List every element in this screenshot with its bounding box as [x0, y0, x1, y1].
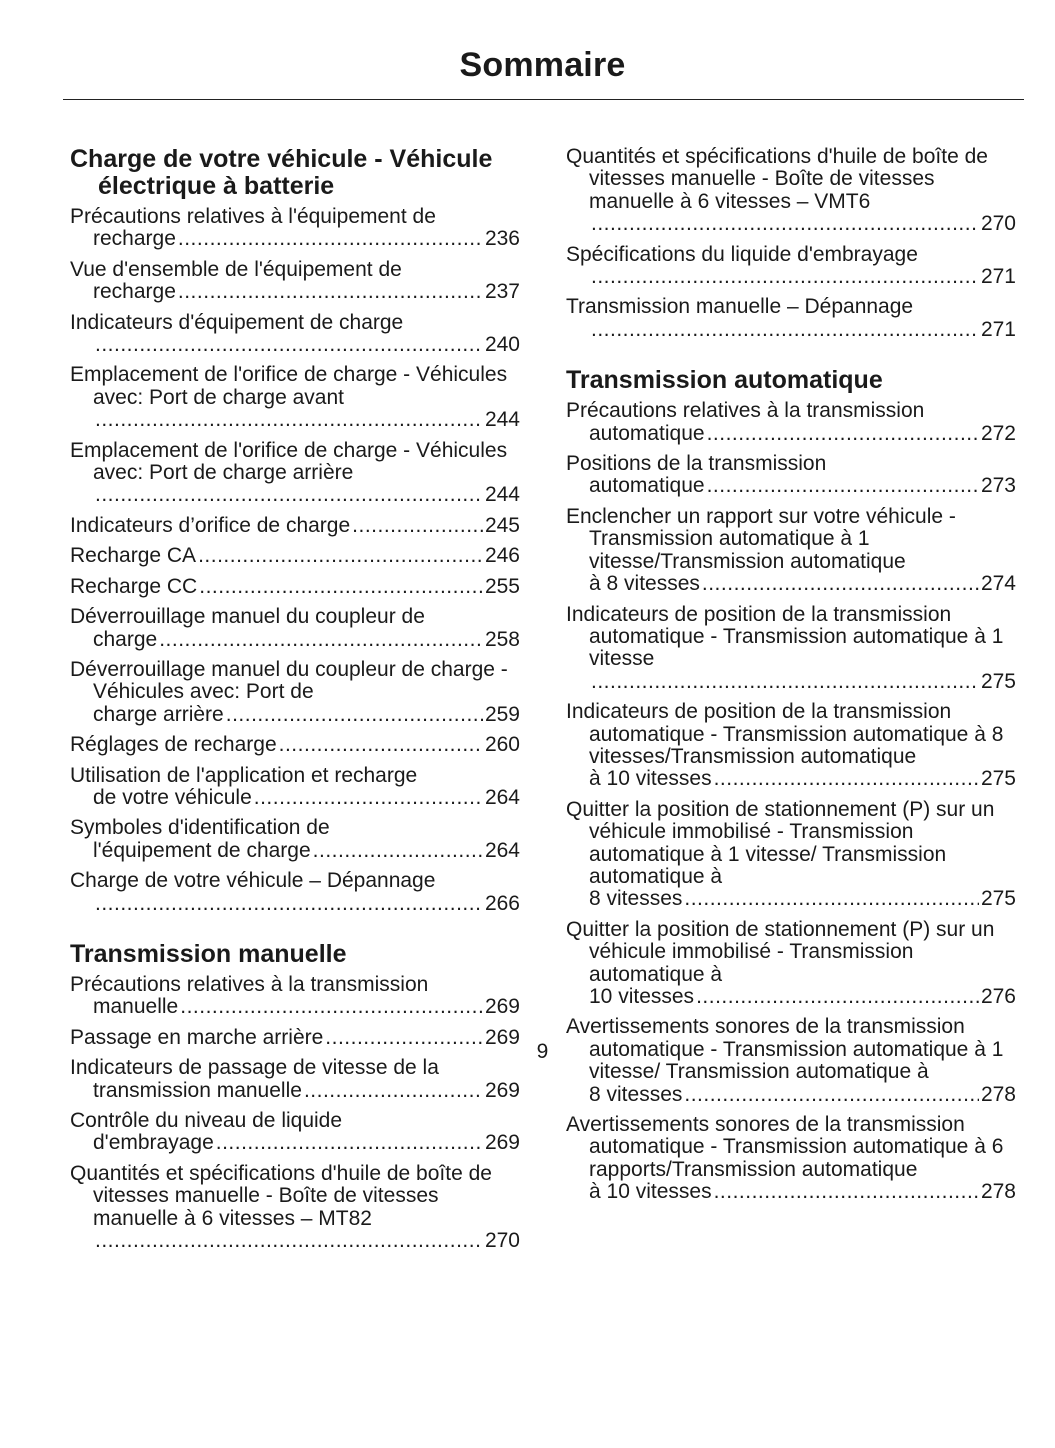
- dot-leader: [178, 228, 483, 250]
- dot-leader: [591, 213, 979, 235]
- toc-entry[interactable]: [70, 817, 520, 862]
- toc-entry-leader-line: [70, 840, 520, 862]
- toc-entry-title-end: Recharge CC: [70, 574, 198, 598]
- toc-entry[interactable]: [70, 1163, 520, 1253]
- dot-leader: [159, 629, 483, 651]
- dot-leader: [198, 545, 483, 567]
- toc-entry[interactable]: [566, 919, 1016, 1009]
- dot-leader: [684, 888, 979, 910]
- toc-entry-leader-line: [566, 213, 1016, 235]
- toc-entry-title: Positions de la transmission: [566, 452, 827, 476]
- toc-entry-title: Charge de votre véhicule – Dépannage: [70, 869, 436, 893]
- dot-leader: [254, 787, 483, 809]
- toc-entry-title: Précautions relatives à la transmission: [70, 972, 429, 996]
- toc-entry-leader-line: [70, 334, 520, 356]
- toc-entry-leader-line: [70, 281, 520, 303]
- toc-entry[interactable]: [70, 606, 520, 651]
- toc-entry[interactable]: [70, 206, 520, 251]
- toc-entry-title: Indicateurs de position de la transmission automatique - Transmission automatique à 8 vitesses/Transmission automatique: [566, 700, 1004, 768]
- dot-leader: [591, 319, 979, 341]
- toc-entry-title-end: recharge: [93, 280, 176, 304]
- dot-leader: [95, 484, 483, 506]
- toc-entry-leader-line: [566, 986, 1016, 1008]
- toc-list-manual-continued: [566, 146, 1016, 341]
- toc-entry-leader-line: [566, 475, 1016, 497]
- toc-entry-title-end: recharge: [93, 227, 176, 251]
- toc-entry-title: Utilisation de l'application et recharge: [70, 763, 418, 787]
- dot-leader: [707, 475, 979, 497]
- page-title: Sommaire: [459, 46, 626, 84]
- section-title-automatic-transmission: Transmission automatique: [566, 366, 883, 395]
- toc-entry-title: Symboles d'identification de: [70, 816, 330, 840]
- toc-list-manual-transmission: [70, 974, 520, 1252]
- toc-entry-title-end: automatique: [589, 474, 705, 498]
- toc-entry-title: Quantités et spécifications d'huile de boîte de vitesses manuelle - Boîte de vitesses manuelle à 6 vitesses – VMT6: [566, 145, 988, 213]
- toc-entry-title-end: à 10 vitesses: [589, 767, 712, 791]
- toc-entry[interactable]: [70, 515, 520, 537]
- toc-entry-title: Vue d'ensemble de l'équipement de: [70, 257, 402, 281]
- toc-list-charge: [70, 206, 520, 915]
- toc-page-number[interactable]: 269: [484, 1078, 520, 1102]
- dot-leader: [180, 996, 483, 1018]
- toc-page-number[interactable]: 272: [980, 421, 1016, 445]
- toc-entry-title-end: 8 vitesses: [589, 887, 683, 911]
- toc-page-number[interactable]: 258: [484, 627, 520, 651]
- toc-entry-title: Avertissements sonores de la transmission automatique - Transmission automatique à 1 vitesse/ Transmission automatique à: [566, 1015, 1004, 1084]
- toc-entry-title: Indicateurs de position de la transmission automatique - Transmission automatique à 1 vitesse: [566, 602, 1004, 671]
- toc-page-number[interactable]: 260: [484, 733, 520, 757]
- toc-entry-title: Précautions relatives à la transmission: [566, 399, 925, 423]
- toc-entry-title: Contrôle du niveau de liquide: [70, 1109, 343, 1132]
- toc-entry-leader-line: [566, 423, 1016, 445]
- toc-entry-title-end: Réglages de recharge: [70, 733, 277, 757]
- toc-page-number[interactable]: 237: [484, 280, 520, 304]
- toc-entry-title: Indicateurs de passage de vitesse de la: [70, 1056, 439, 1080]
- dot-leader: [95, 334, 483, 356]
- dot-leader: [95, 409, 483, 431]
- toc-entry[interactable]: [566, 506, 1016, 596]
- toc-page-number[interactable]: 246: [484, 544, 520, 568]
- toc-page-number[interactable]: 244: [484, 408, 520, 432]
- toc-entry[interactable]: [566, 799, 1016, 911]
- toc-entry-title: Quitter la position de stationnement (P) sur un véhicule immobilisé - Transmission automatique à 1 vitesse/ Transmission automatique à: [566, 797, 995, 888]
- toc-entry-title: Précautions relatives à l'équipement de: [70, 205, 436, 228]
- toc-page-number[interactable]: 276: [980, 985, 1016, 1008]
- toc-entry-leader-line: [70, 484, 520, 506]
- toc-page-number[interactable]: 264: [484, 785, 520, 809]
- toc-page-number[interactable]: 264: [484, 838, 520, 862]
- toc-entry-leader-line: [566, 768, 1016, 790]
- dot-leader: [714, 1181, 979, 1203]
- toc-entry-title: Emplacement de l'orifice de charge - Véhicules avec: Port de charge arrière: [70, 438, 508, 485]
- toc-entry-leader-line: [70, 1080, 520, 1102]
- toc-entry-leader-line: [566, 1084, 1016, 1106]
- dot-leader: [178, 281, 483, 303]
- toc-entry-leader-line: [70, 996, 520, 1018]
- toc-page-number[interactable]: 240: [484, 333, 520, 357]
- page-number: 9: [536, 1040, 549, 1063]
- dot-leader: [95, 893, 483, 915]
- toc-page-number[interactable]: 271: [980, 265, 1016, 289]
- toc-entry[interactable]: [566, 244, 1016, 289]
- toc-entry-title-end: à 8 vitesses: [589, 572, 700, 596]
- toc-entry-title-end: 8 vitesses: [589, 1082, 683, 1106]
- toc-page-number[interactable]: 270: [484, 1229, 520, 1253]
- toc-entry-leader-line: [70, 228, 520, 250]
- toc-entry-leader-line: [566, 1181, 1016, 1203]
- toc-entry-leader-line: [566, 671, 1016, 693]
- toc-entry[interactable]: [70, 259, 520, 304]
- toc-entry-leader-line: [70, 893, 520, 915]
- toc-page-number[interactable]: 278: [980, 1180, 1016, 1204]
- toc-entry-title-end: manuelle: [93, 995, 179, 1019]
- dot-leader: [696, 986, 979, 1008]
- toc-entry-title: Emplacement de l'orifice de charge - Véhicules avec: Port de charge avant: [70, 363, 508, 409]
- toc-list-automatic-transmission: [566, 400, 1016, 1203]
- toc-entry-title-end: 10 vitesses: [589, 985, 695, 1008]
- toc-entry-leader-line: [70, 409, 520, 431]
- toc-page-number[interactable]: 275: [980, 887, 1016, 911]
- dot-leader: [707, 423, 979, 445]
- toc-entry[interactable]: [70, 576, 520, 598]
- toc-entry-title: Déverrouillage manuel du coupleur de charge - Véhicules avec: Port de: [70, 657, 508, 704]
- section-title-charge: Charge de votre véhicule - Véhicule électrique à batterie: [70, 145, 493, 200]
- dot-leader: [199, 576, 483, 598]
- toc-page-number[interactable]: 270: [980, 212, 1016, 236]
- toc-entry[interactable]: [70, 312, 520, 357]
- toc-page-number[interactable]: 269: [484, 1131, 520, 1155]
- toc-entry-title-end: automatique: [589, 421, 705, 445]
- toc-entry-leader-line: [566, 266, 1016, 288]
- toc-entry-title-end: transmission manuelle: [93, 1078, 302, 1102]
- toc-entry-title-end: de votre véhicule: [93, 785, 252, 809]
- dot-leader: [279, 734, 483, 756]
- dot-leader: [591, 266, 979, 288]
- toc-page-number[interactable]: 275: [980, 669, 1016, 693]
- toc-entry-title-end: à 10 vitesses: [589, 1180, 712, 1204]
- dot-leader: [591, 671, 979, 693]
- toc-entry[interactable]: [566, 701, 1016, 791]
- left-column: [70, 146, 520, 1260]
- toc-entry-title: Indicateurs d'équipement de charge: [70, 310, 404, 334]
- toc-entry-title: Avertissements sonores de la transmission automatique - Transmission automatique à 6 rapports/Transmission automatique: [566, 1113, 1004, 1181]
- toc-entry-leader-line: [70, 576, 520, 598]
- toc-entry[interactable]: [70, 364, 520, 431]
- toc-page-number[interactable]: 275: [980, 767, 1016, 791]
- toc-entry-title-end: charge arrière: [93, 702, 224, 726]
- toc-entry-leader-line: [70, 704, 520, 726]
- toc-entry-title-end: l'équipement de charge: [93, 838, 311, 862]
- dot-leader: [216, 1132, 483, 1154]
- toc-entry-title: Spécifications du liquide d'embrayage: [566, 242, 918, 266]
- toc-entry-title-end: Passage en marche arrière: [70, 1025, 324, 1049]
- toc-page-number[interactable]: 278: [980, 1082, 1016, 1106]
- toc-entry-leader-line: [70, 1132, 520, 1154]
- toc-page-number[interactable]: 269: [484, 995, 520, 1019]
- toc-entry-leader-line: [70, 1230, 520, 1252]
- toc-entry-leader-line: [70, 787, 520, 809]
- toc-entry[interactable]: [70, 1110, 520, 1155]
- dot-leader: [226, 704, 483, 726]
- toc-page-number[interactable]: 273: [980, 474, 1016, 498]
- dot-leader: [304, 1080, 483, 1102]
- toc-entry-title-end: Recharge CA: [70, 544, 197, 568]
- toc-entry-title-end: charge: [93, 627, 158, 651]
- toc-entry-leader-line: [566, 573, 1016, 595]
- toc-entry[interactable]: [566, 146, 1016, 236]
- toc-entry-leader-line: [70, 734, 520, 756]
- toc-entry[interactable]: [566, 1114, 1016, 1204]
- toc-entry[interactable]: [566, 296, 1016, 341]
- toc-entry-title: Quantités et spécifications d'huile de boîte de vitesses manuelle - Boîte de vitesses manuelle à 6 vitesses – MT82: [70, 1161, 492, 1230]
- toc-entry-leader-line: [70, 515, 520, 537]
- title-rule: [63, 99, 1024, 100]
- toc-entry[interactable]: [566, 453, 1016, 498]
- dot-leader: [714, 768, 979, 790]
- toc-entry-title: Quitter la position de stationnement (P) sur un véhicule immobilisé - Transmission automatique à: [566, 917, 995, 986]
- dot-leader: [95, 1230, 483, 1252]
- dot-leader: [684, 1084, 979, 1106]
- toc-entry-title-end: d'embrayage: [93, 1131, 214, 1155]
- toc-entry[interactable]: [70, 870, 520, 915]
- toc-entry[interactable]: [70, 659, 520, 726]
- toc-entry-title: Transmission manuelle – Dépannage: [566, 295, 914, 319]
- toc-page-number[interactable]: 274: [980, 572, 1016, 596]
- section-title-manual-transmission: Transmission manuelle: [70, 939, 347, 968]
- toc-page-number[interactable]: 269: [484, 1025, 520, 1049]
- toc-entry-leader-line: [566, 319, 1016, 341]
- toc-entry-leader-line: [566, 888, 1016, 910]
- toc-entry[interactable]: [566, 400, 1016, 445]
- toc-page-number[interactable]: 266: [484, 891, 520, 915]
- toc-page-number[interactable]: 244: [484, 483, 520, 507]
- toc-entry[interactable]: [70, 440, 520, 507]
- toc-page-number[interactable]: 245: [484, 513, 520, 537]
- toc-entry[interactable]: [70, 734, 520, 756]
- toc-page-number[interactable]: 259: [484, 702, 520, 726]
- toc-page-number[interactable]: 236: [484, 227, 520, 251]
- dot-leader: [702, 573, 979, 595]
- dot-leader: [352, 515, 483, 537]
- toc-entry-leader-line: [70, 629, 520, 651]
- toc-entry-title-end: Indicateurs d’orifice de charge: [70, 513, 351, 537]
- toc-page-number[interactable]: 255: [484, 574, 520, 598]
- toc-entry-title: Enclencher un rapport sur votre véhicule - Transmission automatique à 1 vitesse/Transmission automatique: [566, 504, 956, 573]
- toc-entry-leader-line: [70, 545, 520, 567]
- dot-leader: [313, 840, 483, 862]
- toc-entry[interactable]: [70, 765, 520, 810]
- toc-entry[interactable]: [566, 604, 1016, 694]
- toc-entry-title: Déverrouillage manuel du coupleur de: [70, 605, 425, 629]
- toc-page-number[interactable]: 271: [980, 317, 1016, 341]
- toc-entry[interactable]: [70, 545, 520, 567]
- toc-entry[interactable]: [70, 974, 520, 1019]
